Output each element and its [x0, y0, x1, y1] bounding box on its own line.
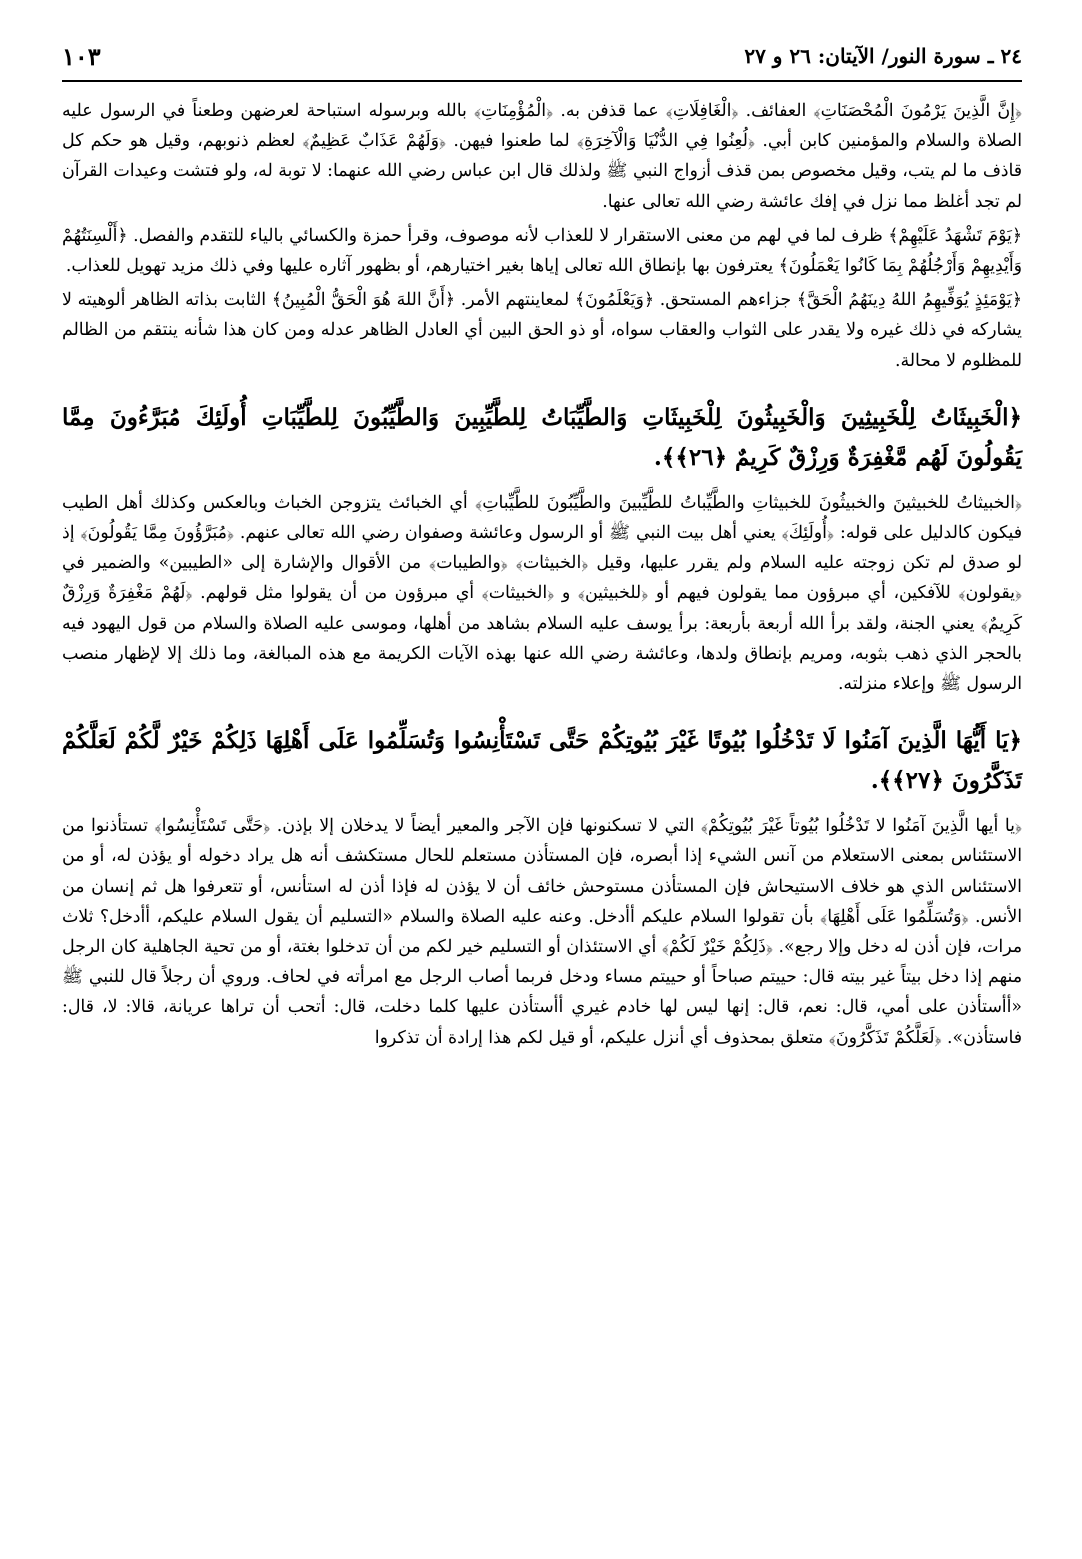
page-body — [62, 82, 1022, 1053]
commentary-paragraph: ﴿يَوْمَ تَشْهَدُ عَلَيْهِمْ﴾ ظرف لما في لهم من معنى الاستقرار لا للعذاب لأنه موصوف، وقرأ حمزة والكسائي بالياء للتقدم والفصل. ﴿أَلْسِنَتُهُمْ وَأَيْدِيهِمْ وَأَرْجُلُهُمْ بِمَا كَانُوا يَعْمَلُونَ﴾ يعترفون بها بإنطاق الله تعالى إياها بغير اختيارهم، أو بظهور آثاره عليها وفي ذلك مزيد تهويل للعذاب. — [62, 225, 1022, 277]
document-page — [62, 40, 1022, 1530]
page-number: ١٠٣ — [62, 42, 101, 71]
verse-27: ﴿يَا أَيُّهَا الَّذِينَ آمَنُوا لَا تَدْخُلُوا بُيُوتًا غَيْرَ بُيُوتِكُمْ حَتَّى تَسْتَأْنِسُوا وَتُسَلِّمُوا عَلَى أَهْلِهَا ذَلِكُمْ خَيْرٌ لَّكُمْ لَعَلَّكُمْ تَذَكَّرُونَ ﴿٢٧﴾﴾. — [62, 727, 1022, 795]
commentary-verse-26: ﴿الخبيثاتُ للخبيثينَ والخبيثُونَ للخبيثاتِ والطَّيِّباتُ للطَّيِّبينَ والطَّيِّبُونَ للطَّيِّباتِ﴾ أي الخبائث يتزوجن الخباث وبالعكس وكذلك أهل الطيب فيكون كالدليل على قوله: ﴿أُولَئِكَ﴾ يعني أهل بيت النبي ﷺ أو الرسول وعائشة وصفوان رضي الله تعالى عنهم. ﴿مُبَرَّؤُونَ مِمَّا يَقُولُونَ﴾ إذ لو صدق لم تكن زوجته عليه السلام ولم يقرر عليها، وقيل ﴿الخبيثات﴾ ﴿والطيبات﴾ من الأقوال والإشارة إلى «الطيبين» والضمير في ﴿يقولون﴾ للآفكين، أي مبرؤون مما يقولون فيهم أو ﴿للخبيثين﴾ و ﴿الخبيثات﴾ أي مبرؤون من أن يقولوا مثل قولهم. ﴿لَهُمْ مَغْفِرَةٌ وَرِزْقٌ كَرِيمٌ﴾ يعني الجنة، ولقد برأ الله أربعة بأربعة: برأ يوسف عليه السلام بشاهد من أهلها، وموسى عليه الصلاة والسلام من قول اليهود فيه بالحجر الذي ذهب بثوبه، ومريم بإنطاق ولدها، وعائشة رضي الله عنها بهذه الآيات الكريمة مع هذه المبالغة، وما ذلك إلا لإظهار منصب الرسول ﷺ وإعلاء منزلته. — [62, 492, 1022, 695]
commentary-verse-27: ﴿يا أيها الَّذِينَ آمَنُوا لا تَدْخُلُوا بُيُوتاً غَيْرَ بُيُوتِكُمْ﴾ التي لا تسكنونها فإن الآجر والمعير أيضاً لا يدخلان إلا بإذن. ﴿حَتَّى تَسْتَأْنِسُوا﴾ تستأذنوا من الاستئناس بمعنى الاستعلام من آنس الشيء إذا أبصره، فإن المستأذن مستعلم للحال مستكشف أنه هل يراد دخوله أو يؤذن له، أو من الاستئناس الذي هو خلاف الاستيحاش فإن المستأذن مستوحش خائف أن لا يؤذن له فإذا أذن له استأنس، أو تتعرفوا هل ثم إنسان من الأنس. ﴿وَتُسَلِّمُوا عَلَى أَهْلِهَا﴾ بأن تقولوا السلام عليكم أأدخل. وعنه عليه الصلاة والسلام «التسليم أن يقول السلام عليكم، أأدخل؟ ثلاث مرات، فإن أذن له دخل وإلا رجع». ﴿ذَلِكُمْ خَيْرٌ لَكُمْ﴾ أي الاستئذان أو التسليم خير لكم من أن تدخلوا بغتة، أو من تحية الجاهلية كان الرجل منهم إذا دخل بيتاً غير بيته قال: حييتم صباحاً أو حييتم مساء ودخل فربما أصاب الرجل مع امرأته في لحاف. وروي أن رجلاً قال للنبي ﷺ «أأستأذن على أمي، قال: نعم، قال: إنها ليس لها خادم غيري أأستأذن عليها كلما دخلت، قال: أتحب أن تراها عريانة، قالا: لا، قال: فاستأذن». ﴿لَعَلَّكُمْ تَذَكَّرُونَ﴾ متعلق بمحذوف أي أنزل عليكم، أو قيل لكم هذا إرادة أن تذكروا — [62, 816, 1022, 1048]
page-header — [62, 40, 1022, 82]
verse-26: ﴿الْخَبِيثَاتُ لِلْخَبِيثِينَ وَالْخَبِيثُونَ لِلْخَبِيثَاتِ وَالطَّيِّبَاتُ لِلطَّيِّبِينَ وَالطَّيِّبُونَ لِلطَّيِّبَاتِ أُولَئِكَ مُبَرَّءُونَ مِمَّا يَقُولُونَ لَهُم مَّغْفِرَةٌ وَرِزْقٌ كَرِيمٌ ﴿٢٦﴾﴾. — [62, 403, 1022, 471]
commentary-paragraph: ﴿إِنَّ الَّذِينَ يَرْمُونَ الْمُحْصَنَاتِ﴾ العفائف. ﴿الْغَافِلَاتِ﴾ عما قذفن به. ﴿الْمُؤْمِنَاتِ﴾ بالله وبرسوله استباحة لعرضهن وطعناً في الرسول عليه الصلاة والسلام والمؤمنين كابن أبي. ﴿لُعِنُوا فِي الدُّنْيَا وَالْآخِرَةِ﴾ لما طعنوا فيهن. ﴿وَلَهُمْ عَذَابٌ عَظِيمٌ﴾ لعظم ذنوبهم، وقيل هو حكم كل قاذف ما لم يتب، وقيل مخصوص بمن قذف أزواج النبي ﷺ ولذلك قال ابن عباس رضي الله عنهما: لا توبة له، ولو فتشت وعيدات القرآن لم تجد أغلظ مما نزل في إفك عائشة رضي الله تعالى عنها. — [62, 101, 1022, 212]
commentary-paragraph: ﴿يَوْمَئِذٍ يُوَفِّيهِمُ اللهُ دِينَهُمُ الْحَقَّ﴾ جزاءهم المستحق. ﴿وَيَعْلَمُونَ﴾ لمعاينتهم الأمر. ﴿أَنَّ اللهَ هُوَ الْحَقُّ الْمُبِينُ﴾ الثابت بذاته الظاهر ألوهيته لا يشاركه في ذلك غيره ولا يقدر على الثواب والعقاب سواه، أو ذو الحق البين أي العادل الظاهر عدله ومن كان هذا شأنه ينتقم من الظالم للمظلوم لا محالة. — [62, 290, 1022, 371]
surah-title: ٢٤ ـ سورة النور/ الآيتان: ٢٦ و ٢٧ — [744, 44, 1022, 68]
